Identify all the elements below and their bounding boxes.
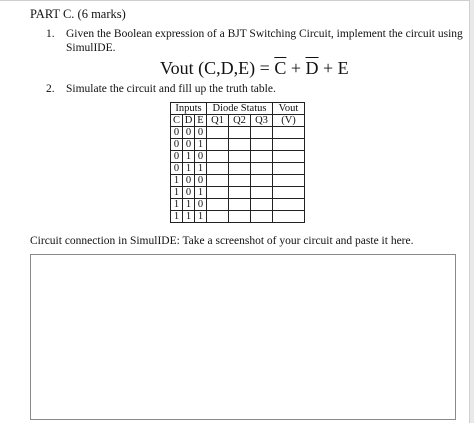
- table-row: [171, 199, 305, 211]
- truth-table: [170, 102, 305, 223]
- cell-q2[interactable]: [229, 175, 251, 187]
- formula-term-c-bar: $\overline{C}$: [274, 58, 287, 78]
- question-2-number: 2.: [46, 83, 55, 95]
- cell-d: 1: [183, 163, 195, 175]
- cell-q2[interactable]: [229, 187, 251, 199]
- cell-vout[interactable]: [273, 163, 305, 175]
- cell-e: 0: [195, 151, 207, 163]
- cell-e: 0: [195, 199, 207, 211]
- cell-vout[interactable]: [273, 211, 305, 223]
- cell-e: 0: [195, 127, 207, 139]
- page-top-border: [0, 0, 474, 1]
- truth-table-column-header-row: [171, 115, 305, 127]
- cell-d: 0: [183, 175, 195, 187]
- cell-vout[interactable]: [273, 139, 305, 151]
- question-1-number: 1.: [46, 28, 55, 40]
- cell-q1[interactable]: [207, 127, 229, 139]
- cell-q2[interactable]: [229, 199, 251, 211]
- cell-e: 1: [195, 139, 207, 151]
- header-inputs: Inputs: [171, 103, 207, 115]
- cell-d: 0: [183, 139, 195, 151]
- cell-vout[interactable]: [273, 127, 305, 139]
- truth-table-group-header-row: [171, 103, 305, 115]
- question-1-text-line-2: SimulIDE.: [66, 42, 116, 54]
- table-row: [171, 211, 305, 223]
- cell-d: 1: [183, 211, 195, 223]
- boolean-expression: [160, 58, 349, 79]
- cell-vout[interactable]: [273, 199, 305, 211]
- formula-plus-1: +: [286, 58, 306, 78]
- circuit-connection-instruction: Circuit connection in SimulIDE: Take a screenshot of your circuit and paste it here.: [30, 235, 414, 247]
- col-d: D: [183, 115, 195, 127]
- cell-q2[interactable]: [229, 211, 251, 223]
- cell-c: 0: [171, 151, 183, 163]
- cell-d: 1: [183, 151, 195, 163]
- table-row: [171, 175, 305, 187]
- cell-q2[interactable]: [229, 139, 251, 151]
- cell-e: 1: [195, 163, 207, 175]
- cell-q3[interactable]: [251, 163, 273, 175]
- col-vout-unit: (V): [273, 115, 305, 127]
- cell-q1[interactable]: [207, 163, 229, 175]
- cell-q1[interactable]: [207, 199, 229, 211]
- cell-c: 0: [171, 139, 183, 151]
- formula-lhs: Vout (C,D,E) =: [160, 58, 275, 78]
- cell-q3[interactable]: [251, 175, 273, 187]
- cell-e: 0: [195, 175, 207, 187]
- cell-q2[interactable]: [229, 163, 251, 175]
- cell-e: 1: [195, 187, 207, 199]
- table-row: [171, 139, 305, 151]
- cell-d: 1: [183, 199, 195, 211]
- header-diode-status: Diode Status: [207, 103, 273, 115]
- cell-c: 0: [171, 163, 183, 175]
- cell-q3[interactable]: [251, 187, 273, 199]
- cell-q2[interactable]: [229, 151, 251, 163]
- cell-q3[interactable]: [251, 211, 273, 223]
- cell-q2[interactable]: [229, 127, 251, 139]
- cell-d: 0: [183, 127, 195, 139]
- table-row: [171, 127, 305, 139]
- cell-e: 1: [195, 211, 207, 223]
- col-q1: Q1: [207, 115, 229, 127]
- cell-vout[interactable]: [273, 151, 305, 163]
- cell-q3[interactable]: [251, 151, 273, 163]
- formula-term-d-bar: $\overline{D}$: [305, 58, 319, 78]
- table-row: [171, 187, 305, 199]
- cell-q1[interactable]: [207, 211, 229, 223]
- part-title: PART C. (6 marks): [30, 7, 126, 21]
- table-row: [171, 163, 305, 175]
- cell-d: 0: [183, 187, 195, 199]
- col-q3: Q3: [251, 115, 273, 127]
- cell-q1[interactable]: [207, 175, 229, 187]
- scrollbar-track[interactable]: [469, 0, 474, 423]
- col-c: C: [171, 115, 183, 127]
- cell-q3[interactable]: [251, 139, 273, 151]
- question-1-text-line-1: Given the Boolean expression of a BJT Switching Circuit, implement the circuit using: [66, 28, 463, 40]
- cell-c: 0: [171, 127, 183, 139]
- cell-q3[interactable]: [251, 127, 273, 139]
- cell-vout[interactable]: [273, 187, 305, 199]
- cell-c: 1: [171, 187, 183, 199]
- screenshot-paste-box[interactable]: [30, 254, 456, 420]
- cell-q1[interactable]: [207, 151, 229, 163]
- header-vout: Vout: [273, 103, 305, 115]
- cell-q3[interactable]: [251, 199, 273, 211]
- formula-plus-e: + E: [318, 58, 349, 78]
- table-row: [171, 151, 305, 163]
- cell-c: 1: [171, 199, 183, 211]
- cell-q1[interactable]: [207, 139, 229, 151]
- question-2-text: Simulate the circuit and fill up the truth table.: [66, 83, 276, 95]
- cell-c: 1: [171, 211, 183, 223]
- cell-vout[interactable]: [273, 175, 305, 187]
- cell-q1[interactable]: [207, 187, 229, 199]
- cell-c: 1: [171, 175, 183, 187]
- col-e: E: [195, 115, 207, 127]
- col-q2: Q2: [229, 115, 251, 127]
